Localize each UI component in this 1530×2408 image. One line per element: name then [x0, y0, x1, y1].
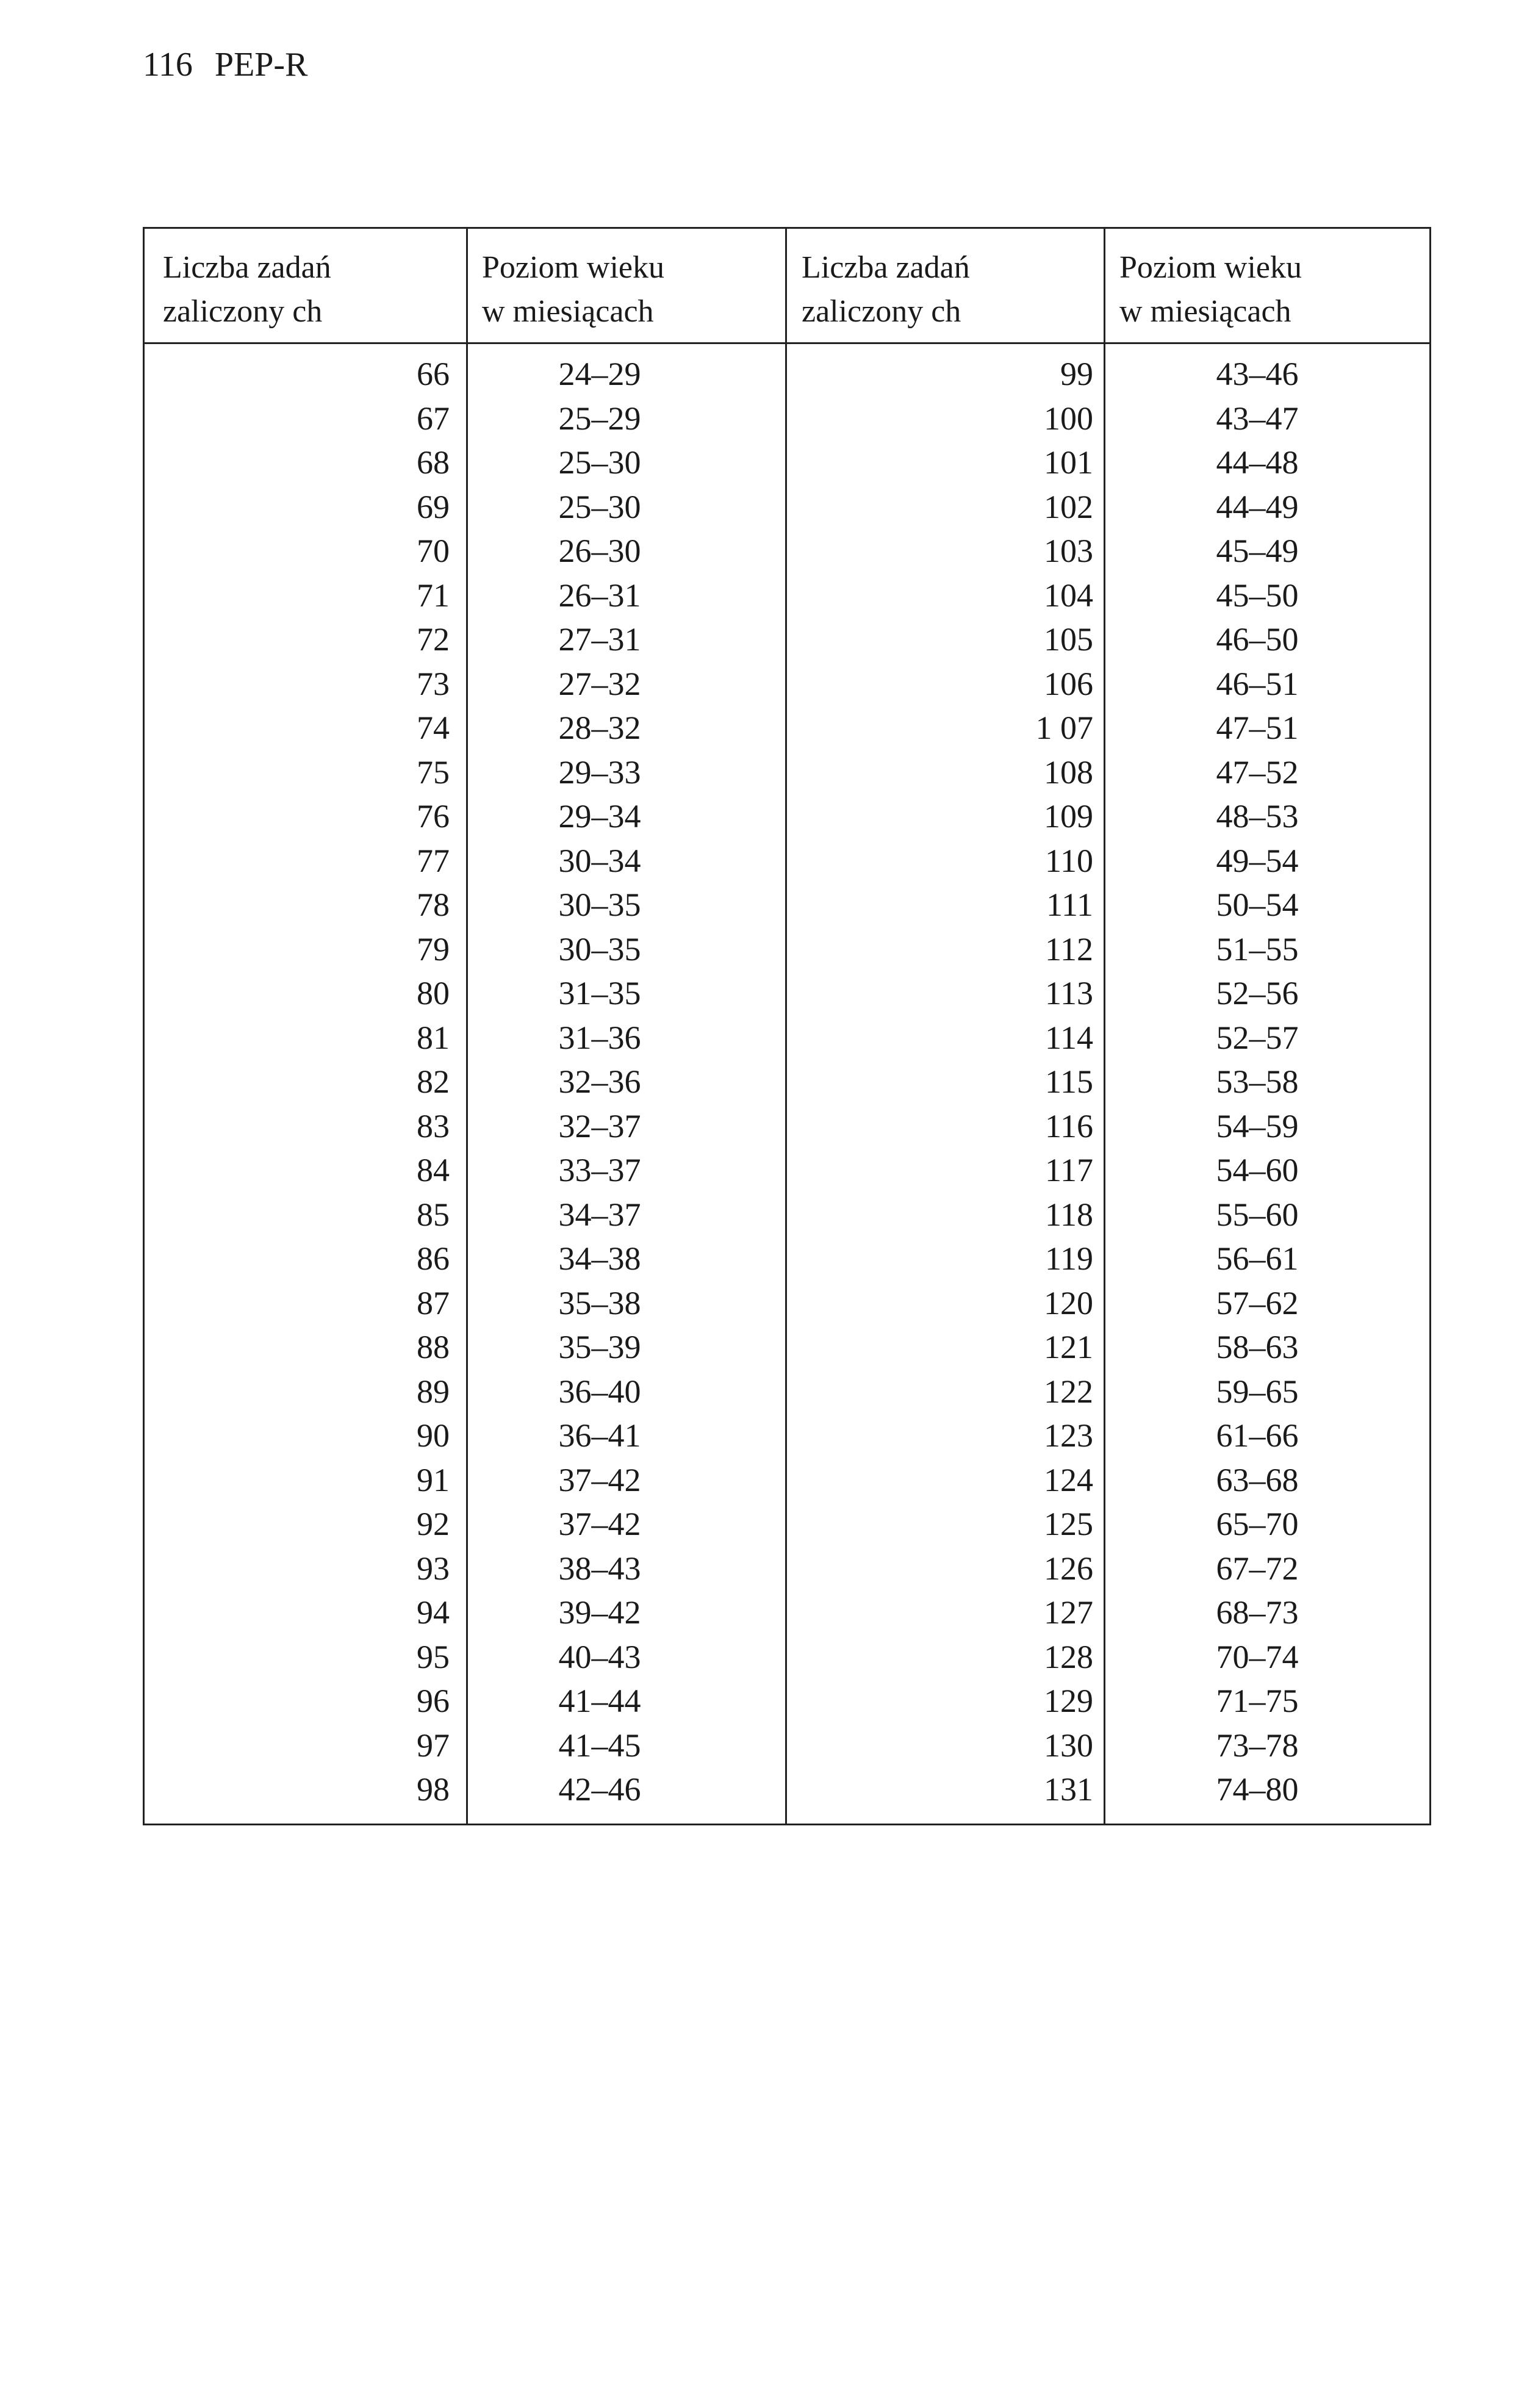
age-level-cell: 58–63 [1216, 1329, 1299, 1365]
age-level-cell: 54–59 [1216, 1107, 1299, 1145]
column-header-age-level: Poziom wieku w miesiącach [482, 250, 664, 329]
tasks-passed-cell: 66 [417, 356, 450, 392]
age-level-cell: 30–35 [558, 886, 641, 923]
tasks-passed-cell: 130 [1044, 1727, 1093, 1764]
tasks-passed-cell: 101 [1044, 444, 1093, 481]
age-level-cell: 70–74 [1216, 1638, 1299, 1675]
tasks-passed-cell: 129 [1044, 1683, 1093, 1719]
age-level-cell: 65–70 [1216, 1506, 1299, 1542]
age-level-cell: 30–35 [558, 930, 641, 968]
tasks-passed-cell: 131 [1044, 1771, 1093, 1808]
age-level-cell: 32–36 [558, 1063, 641, 1100]
tasks-passed-cell: 75 [417, 753, 450, 791]
age-level-cell: 47–52 [1216, 753, 1299, 791]
tasks-passed-cell: 105 [1044, 621, 1093, 658]
tasks-passed-cell: 92 [417, 1506, 450, 1542]
table-row [145, 440, 1429, 485]
age-level-cell: 27–31 [558, 621, 641, 658]
tasks-passed-cell: 118 [1045, 1196, 1093, 1233]
tasks-passed-cell: 87 [417, 1284, 450, 1321]
age-level-cell: 25–30 [558, 444, 641, 481]
age-level-cell: 47–51 [1216, 710, 1299, 746]
table-row [145, 617, 1429, 662]
table-row [145, 1723, 1429, 1768]
tasks-passed-cell: 86 [417, 1240, 450, 1277]
table-row [145, 485, 1429, 530]
tasks-passed-cell: 91 [417, 1461, 450, 1498]
age-level-cell: 25–29 [558, 400, 641, 437]
age-level-cell: 32–37 [558, 1107, 641, 1145]
table-row [145, 662, 1429, 706]
table-row [145, 927, 1429, 972]
age-level-cell: 61–66 [1216, 1417, 1299, 1454]
page-number: 116 [143, 46, 193, 84]
table-row [145, 1060, 1429, 1104]
table-row [145, 1458, 1429, 1503]
table-row [145, 352, 1429, 397]
table-row [145, 1016, 1429, 1060]
column-header-age-level: Poziom wieku w miesiącach [1119, 250, 1302, 329]
age-level-cell: 44–49 [1216, 488, 1299, 525]
age-level-cell: 31–36 [558, 1019, 641, 1056]
tasks-passed-cell: 104 [1044, 577, 1093, 614]
age-level-cell: 43–47 [1216, 400, 1299, 437]
table-row [145, 971, 1429, 1016]
age-level-cell: 52–57 [1216, 1019, 1299, 1056]
tasks-passed-cell: 123 [1044, 1417, 1093, 1454]
tasks-passed-cell: 99 [1060, 356, 1093, 392]
tasks-passed-cell: 112 [1045, 930, 1093, 968]
tasks-passed-cell: 80 [417, 975, 450, 1012]
age-level-cell: 71–75 [1216, 1683, 1299, 1719]
age-level-cell: 46–51 [1216, 665, 1299, 702]
age-level-cell: 40–43 [558, 1638, 641, 1675]
table-row [145, 1590, 1429, 1635]
tasks-passed-cell: 115 [1045, 1063, 1093, 1100]
table-row [145, 1237, 1429, 1281]
running-title: PEP-R [214, 46, 308, 84]
age-level-cell: 30–34 [558, 842, 641, 879]
tasks-passed-cell: 94 [417, 1594, 450, 1631]
age-level-cell: 46–50 [1216, 621, 1299, 658]
age-level-cell: 34–38 [558, 1240, 641, 1277]
age-level-cell: 67–72 [1216, 1550, 1299, 1587]
age-level-cell: 51–55 [1216, 930, 1299, 968]
age-level-cell: 38–43 [558, 1550, 641, 1587]
age-level-table [143, 227, 1431, 1825]
table-row [145, 573, 1429, 618]
age-level-cell: 68–73 [1216, 1594, 1299, 1631]
table-row [145, 1370, 1429, 1414]
age-level-cell: 43–46 [1216, 356, 1299, 392]
table-row [145, 1325, 1429, 1370]
age-level-cell: 48–53 [1216, 798, 1299, 835]
age-level-cell: 41–44 [558, 1683, 641, 1719]
tasks-passed-cell: 79 [417, 930, 450, 968]
tasks-passed-cell: 71 [417, 577, 450, 614]
tasks-passed-cell: 96 [417, 1683, 450, 1719]
age-level-cell: 33–37 [558, 1152, 641, 1188]
table-row [145, 1502, 1429, 1547]
column-header-tasks-passed: Liczba zadań zaliczony ch [802, 250, 970, 329]
tasks-passed-cell: 85 [417, 1196, 450, 1233]
tasks-passed-cell: 67 [417, 400, 450, 437]
tasks-passed-cell: 120 [1044, 1284, 1093, 1321]
table-row [145, 1547, 1429, 1591]
tasks-passed-cell: 89 [417, 1373, 450, 1410]
tasks-passed-cell: 88 [417, 1329, 450, 1365]
table-row [145, 706, 1429, 750]
age-level-cell: 28–32 [558, 710, 641, 746]
header-divider [145, 342, 1429, 344]
tasks-passed-cell: 108 [1044, 753, 1093, 791]
column-header-tasks-passed: Liczba zadań zaliczony ch [163, 250, 331, 329]
tasks-passed-cell: 90 [417, 1417, 450, 1454]
tasks-passed-cell: 70 [417, 533, 450, 569]
age-level-cell: 29–34 [558, 798, 641, 835]
age-level-cell: 31–35 [558, 975, 641, 1012]
tasks-passed-cell: 72 [417, 621, 450, 658]
age-level-cell: 44–48 [1216, 444, 1299, 481]
tasks-passed-cell: 121 [1044, 1329, 1093, 1365]
age-level-cell: 35–38 [558, 1284, 641, 1321]
age-level-cell: 50–54 [1216, 886, 1299, 923]
tasks-passed-cell: 83 [417, 1107, 450, 1145]
tasks-passed-cell: 69 [417, 488, 450, 525]
age-level-cell: 41–45 [558, 1727, 641, 1764]
age-level-cell: 57–62 [1216, 1284, 1299, 1321]
table-row [145, 1281, 1429, 1326]
table-row [145, 1767, 1429, 1812]
tasks-passed-cell: 74 [417, 710, 450, 746]
tasks-passed-cell: 113 [1045, 975, 1093, 1012]
tasks-passed-cell: 103 [1044, 533, 1093, 569]
table-row [145, 1414, 1429, 1458]
tasks-passed-cell: 102 [1044, 488, 1093, 525]
tasks-passed-cell: 78 [417, 886, 450, 923]
tasks-passed-cell: 76 [417, 798, 450, 835]
tasks-passed-cell: 127 [1044, 1594, 1093, 1631]
age-level-cell: 52–56 [1216, 975, 1299, 1012]
tasks-passed-cell: 1 07 [1035, 710, 1093, 746]
tasks-passed-cell: 124 [1044, 1461, 1093, 1498]
tasks-passed-cell: 128 [1044, 1638, 1093, 1675]
age-level-cell: 26–31 [558, 577, 641, 614]
age-level-cell: 37–42 [558, 1461, 641, 1498]
page-header [143, 48, 307, 82]
age-level-cell: 49–54 [1216, 842, 1299, 879]
tasks-passed-cell: 81 [417, 1019, 450, 1056]
tasks-passed-cell: 119 [1045, 1240, 1093, 1277]
tasks-passed-cell: 82 [417, 1063, 450, 1100]
tasks-passed-cell: 77 [417, 842, 450, 879]
age-level-cell: 26–30 [558, 533, 641, 569]
age-level-cell: 29–33 [558, 753, 641, 791]
tasks-passed-cell: 125 [1044, 1506, 1093, 1542]
age-level-cell: 39–42 [558, 1594, 641, 1631]
tasks-passed-cell: 117 [1045, 1152, 1093, 1188]
age-level-cell: 24–29 [558, 356, 641, 392]
age-level-cell: 42–46 [558, 1771, 641, 1808]
table-row [145, 529, 1429, 573]
table-row [145, 794, 1429, 839]
age-level-cell: 54–60 [1216, 1152, 1299, 1188]
table-row [145, 397, 1429, 441]
tasks-passed-cell: 73 [417, 665, 450, 702]
tasks-passed-cell: 106 [1044, 665, 1093, 702]
table-row [145, 750, 1429, 795]
tasks-passed-cell: 110 [1045, 842, 1093, 879]
table-row [145, 1193, 1429, 1237]
age-level-cell: 55–60 [1216, 1196, 1299, 1233]
age-level-cell: 53–58 [1216, 1063, 1299, 1100]
table-row [145, 1635, 1429, 1680]
tasks-passed-cell: 98 [417, 1771, 450, 1808]
tasks-passed-cell: 116 [1045, 1107, 1093, 1145]
tasks-passed-cell: 111 [1046, 886, 1093, 923]
age-level-cell: 27–32 [558, 665, 641, 702]
age-level-cell: 35–39 [558, 1329, 641, 1365]
age-level-cell: 34–37 [558, 1196, 641, 1233]
table-row [145, 1104, 1429, 1149]
tasks-passed-cell: 68 [417, 444, 450, 481]
tasks-passed-cell: 100 [1044, 400, 1093, 437]
tasks-passed-cell: 97 [417, 1727, 450, 1764]
tasks-passed-cell: 122 [1044, 1373, 1093, 1410]
tasks-passed-cell: 93 [417, 1550, 450, 1587]
table-row [145, 1679, 1429, 1723]
table-row [145, 839, 1429, 883]
age-level-cell: 45–50 [1216, 577, 1299, 614]
tasks-passed-cell: 109 [1044, 798, 1093, 835]
age-level-cell: 73–78 [1216, 1727, 1299, 1764]
age-level-cell: 25–30 [558, 488, 641, 525]
tasks-passed-cell: 95 [417, 1638, 450, 1675]
tasks-passed-cell: 84 [417, 1152, 450, 1188]
age-level-cell: 36–41 [558, 1417, 641, 1454]
age-level-cell: 63–68 [1216, 1461, 1299, 1498]
table-row [145, 1148, 1429, 1193]
age-level-cell: 37–42 [558, 1506, 641, 1542]
tasks-passed-cell: 126 [1044, 1550, 1093, 1587]
tasks-passed-cell: 114 [1045, 1019, 1093, 1056]
table-row [145, 883, 1429, 927]
age-level-cell: 36–40 [558, 1373, 641, 1410]
age-level-cell: 45–49 [1216, 533, 1299, 569]
age-level-cell: 56–61 [1216, 1240, 1299, 1277]
age-level-cell: 59–65 [1216, 1373, 1299, 1410]
age-level-cell: 74–80 [1216, 1771, 1299, 1808]
